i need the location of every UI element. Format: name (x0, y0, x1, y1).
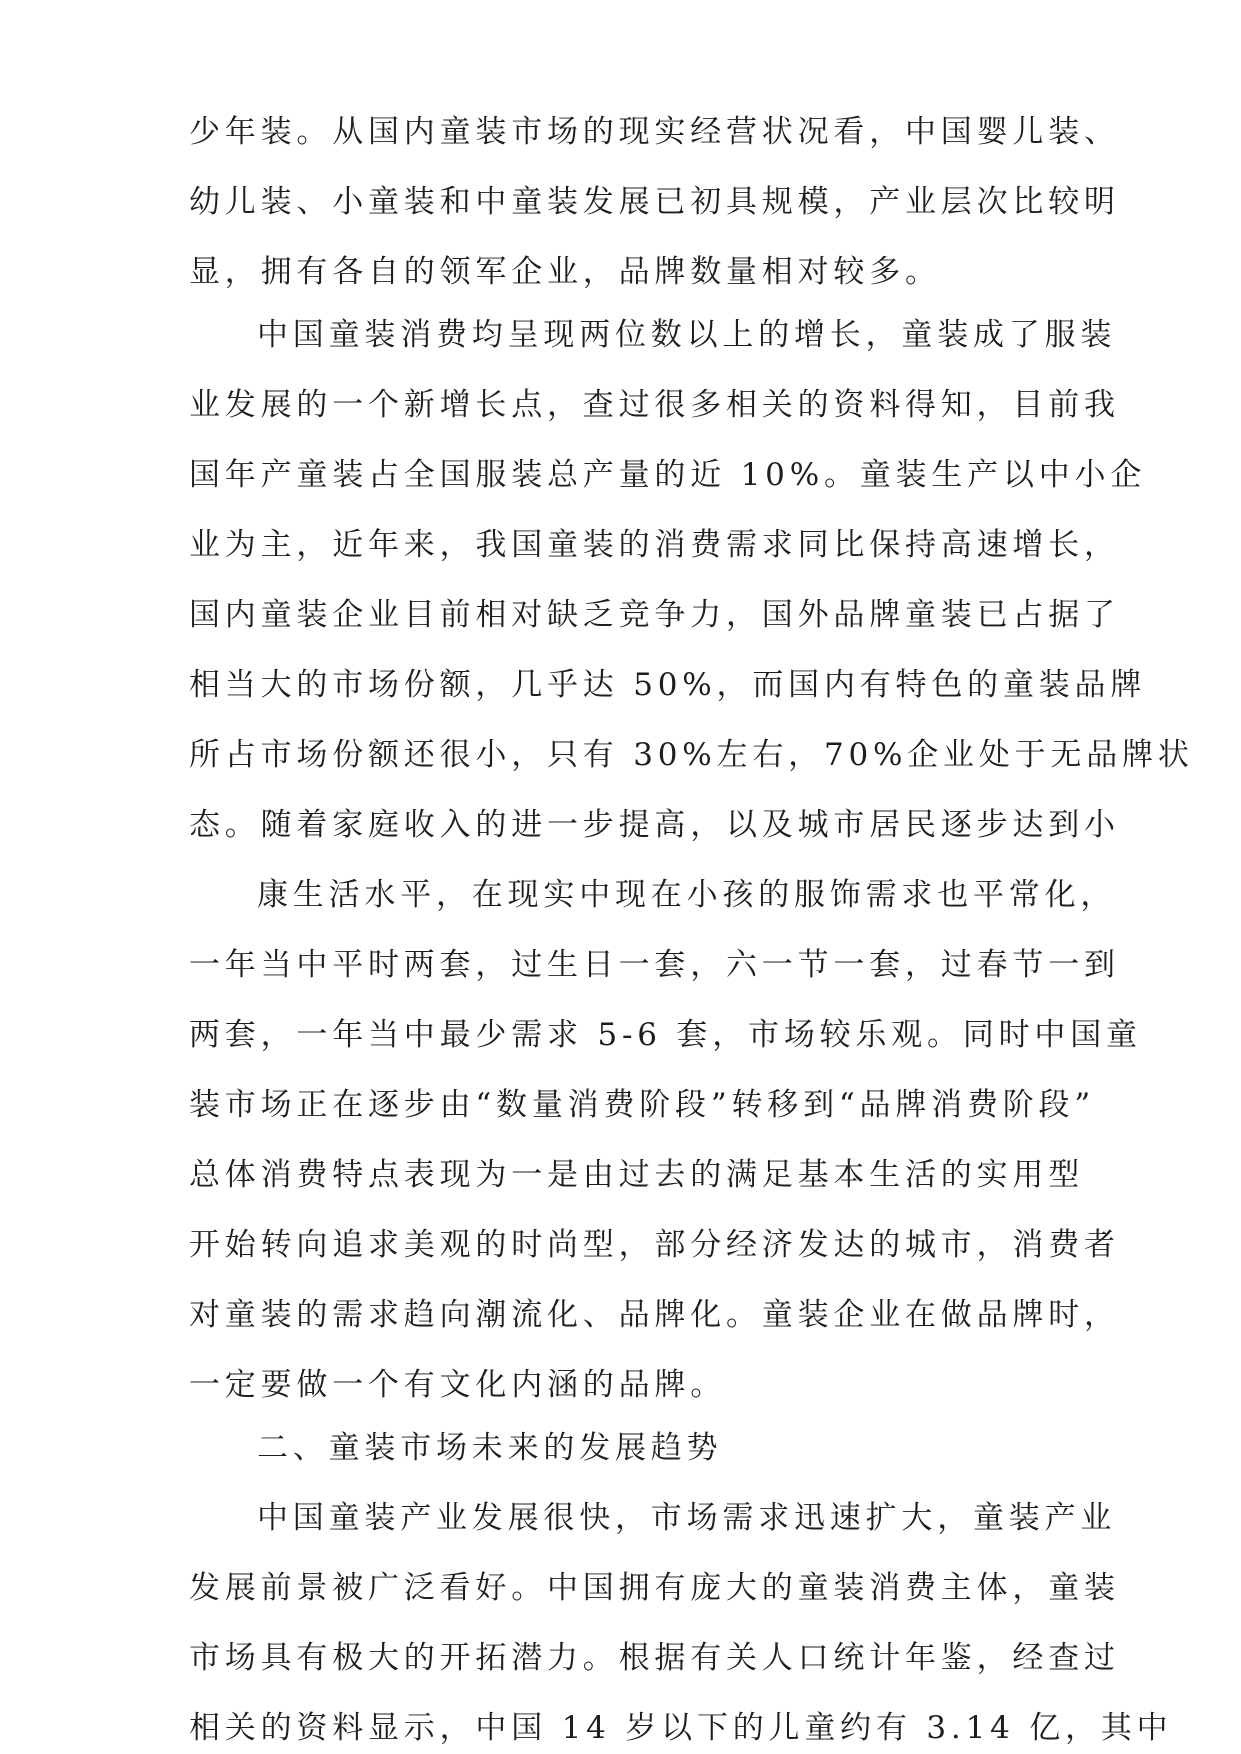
text-line: 业发展的一个新增长点，查过很多相关的资料得知，目前我 (189, 387, 1120, 423)
text-line: 少年装。从国内童装市场的现实经营状况看，中国婴儿装、 (189, 114, 1120, 150)
text-line: 市场具有极大的开拓潜力。根据有关人口统计年鉴，经查过 (189, 1640, 1120, 1676)
text-line: 发展前景被广泛看好。中国拥有庞大的童装消费主体，童装 (189, 1570, 1120, 1606)
text-line: 一年当中平时两套，过生日一套，六一节一套，过春节一到 (189, 947, 1120, 983)
text-line: 相当大的市场份额，几乎达 50%，而国内有特色的童装品牌 (189, 667, 1147, 703)
text-line: 国内童装企业目前相对缺乏竞争力，国外品牌童装已占据了 (189, 597, 1120, 633)
text-line: 总体消费特点表现为一是由过去的满足基本生活的实用型 (189, 1157, 1084, 1193)
text-line: 国年产童装占全国服装总产量的近 10%。童装生产以中小企 (189, 457, 1147, 493)
text-line: 显，拥有各自的领军企业，品牌数量相对较多。 (189, 254, 941, 290)
text-line: 一定要做一个有文化内涵的品牌。 (189, 1367, 726, 1403)
text-line: 业为主，近年来，我国童装的消费需求同比保持高速增长， (189, 527, 1120, 563)
text-line: 对童装的需求趋向潮流化、品牌化。童装企业在做品牌时， (189, 1297, 1120, 1333)
text-line: 装市场正在逐步由“数量消费阶段”转移到“品牌消费阶段” (189, 1087, 1095, 1123)
text-line: 中国童装产业发展很快，市场需求迅速扩大，童装产业 (257, 1500, 1117, 1536)
text-line: 态。随着家庭收入的进一步提高，以及城市居民逐步达到小 (189, 807, 1120, 843)
text-line: 二、童装市场未来的发展趋势 (257, 1430, 723, 1466)
text-line: 幼儿装、小童装和中童装发展已初具规模，产业层次比较明 (189, 184, 1120, 220)
text-line: 康生活水平，在现实中现在小孩的服饰需求也平常化， (257, 877, 1117, 913)
text-line: 中国童装消费均呈现两位数以上的增长，童装成了服装 (257, 317, 1117, 353)
text-line: 相关的资料显示，中国 14 岁以下的儿童约有 3.14 亿，其中 (189, 1710, 1173, 1746)
text-line: 两套，一年当中最少需求 5-6 套，市场较乐观。同时中国童 (189, 1017, 1142, 1053)
text-line: 所占市场份额还很小，只有 30%左右，70%企业处于无品牌状 (189, 737, 1194, 773)
text-line: 开始转向追求美观的时尚型，部分经济发达的城市，消费者 (189, 1227, 1120, 1263)
